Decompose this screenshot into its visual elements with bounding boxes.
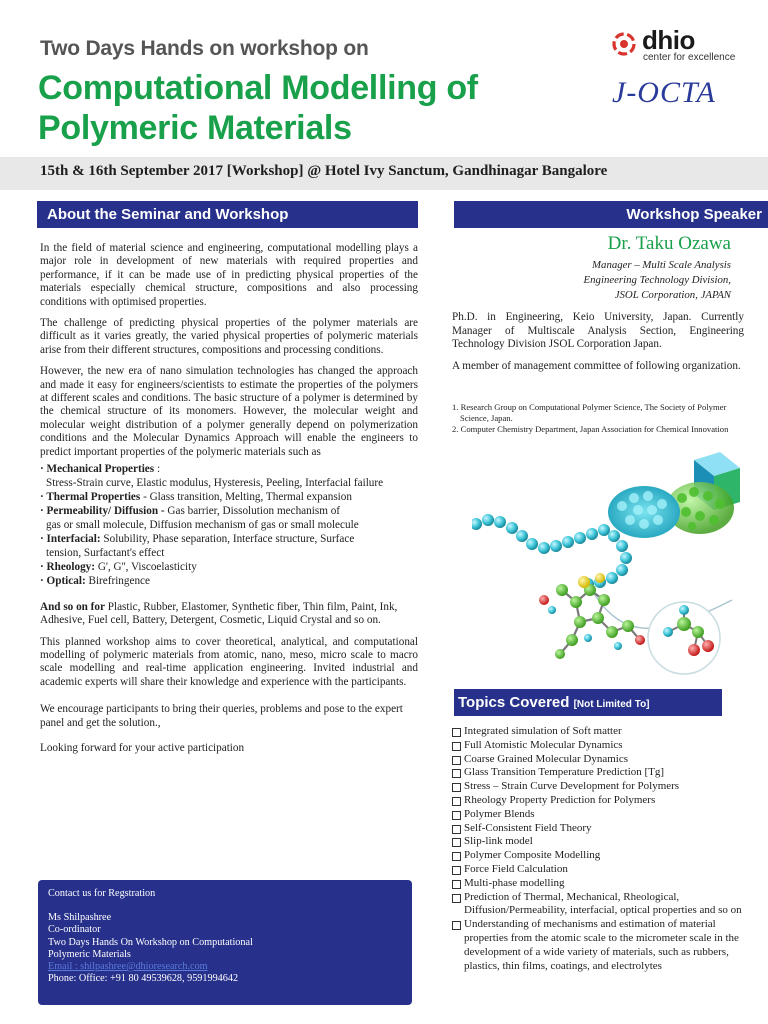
topic-item: Full Atomistic Molecular Dynamics [452,739,752,753]
property-sub: gas or small molecule, Diffusion mechanism of gas or small molecule [46,518,359,531]
about-paragraph: In the field of material science and engineering, computational modelling plays a major role in development of new materials with required properties and performance, if it can be made use of in predicting physical properties of the materials especially chemical structure, compositions and also processing conditions with optimised properties. [40,242,418,308]
property-sub: tension, Surfactant's effect [46,546,165,559]
property-item [40,505,418,532]
property-text: Solubility, Phase separation, Interface structure, Surface [103,533,355,546]
property-item [40,463,418,490]
property-item [40,491,418,504]
topic-item: Slip-link model [452,835,752,849]
contact-name: Ms Shilpashree [48,912,112,924]
speaker-affiliations [452,402,752,435]
about-paragraph-bold: And so on for [40,600,105,613]
about-paragraph: The challenge of predicting physical properties of the polymer materials are difficult as it varies greatly, the varied physical properties of polymeric materials arise from their different structures, compositions and processing conditions. [40,317,418,356]
pre-title: Two Days Hands on workshop on [40,37,369,60]
topic-item: Force Field Calculation [452,863,752,877]
about-paragraph: However, the new era of nano simulation technologies has changed the approach and made it easy for engineers/scientists to estimate the properties of the polymers at different scales and conditions. The basic structure of a polymer is determined by the chemical structure of its monomers. However, the molecular weight and molecular weight distribution of a polymer generally depend on polymerization conditions and the Molecular Dynamics Approach will enable the engineers to predict important properties of the polymeric materials such as [40,365,418,458]
molecular-illustration [472,450,754,682]
topic-item: Coarse Grained Molecular Dynamics [452,753,752,767]
dhio-logo-mark-icon [612,32,636,56]
property-label: · Interfacial: [40,533,101,546]
property-item [40,561,418,574]
topic-item: Rheology Property Prediction for Polymers [452,794,752,808]
title-line-1: Computational Modelling of [38,69,478,107]
topic-item: Polymer Composite Modelling [452,849,752,863]
topic-item: Understanding of mechanisms and estimation of material properties from the atomic scale to the micrometer scale in the development of a wide variety of materials, such as rubbers, plastics, thin films, coatings, and electrolytes [452,918,752,973]
speaker-role-line: JSOL Corporation, JAPAN [614,289,731,301]
affiliation-item: 1. Research Group on Computational Polymer Science, The Society of Polymer Science, Japan. [452,402,727,423]
affiliation-item: 2. Computer Chemistry Department, Japan Association for Chemical Innovation [452,424,729,434]
speaker-bio-paragraph: Ph.D. in Engineering, Keio University, Japan. Currently Manager of Multiscale Analysis Section, Engineering Technology Division JSOL Corporation Japan. [452,311,744,351]
title-line-2: Polymeric Materials [38,109,352,147]
property-sep: - [140,490,150,503]
topic-item: Glass Transition Temperature Prediction [Tg] [452,766,752,780]
contact-event: Polymeric Materials [48,948,131,960]
topic-item: Stress – Strain Curve Development for Polymers [452,780,752,794]
speaker-bio-paragraph: A member of management committee of following organization. [452,359,741,372]
about-paragraph: We encourage participants to bring their queries, problems and pose to the expert panel and get the solution., [40,703,403,729]
contact-phone: Phone: Office: +91 80 49539628, 9591994642 [48,973,239,985]
dhio-logo [612,25,742,64]
topic-item: Integrated simulation of Soft matter [452,725,752,739]
speaker-name: Dr. Taku Ozawa [607,233,731,254]
topic-item: Polymer Blends [452,808,752,822]
contact-event: Two Days Hands On Workshop on Computational [48,936,253,948]
page-title [38,68,478,148]
property-item [40,533,418,560]
about-heading: About the Seminar and Workshop [37,201,418,228]
about-body [40,242,418,763]
about-paragraph: This planned workshop aims to cover theoretical, analytical, and computational modelling of polymeric materials from atomic, nano, meso, micro scale to macro scale modelling and real-time application engineering. Invited industrial and academic experts will share their knowledge and experience with the participants. [40,635,418,688]
contact-role: Co-ordinator [48,924,101,936]
date-venue: 15th & 16th September 2017 [Workshop] @ Hotel Ivy Sanctum, Gandhinagar Bangalore [40,163,608,179]
property-text: Glass transition, Melting, Thermal expansion [149,490,352,503]
property-sep: : [154,463,161,476]
property-label: · Mechanical Properties [40,463,155,476]
about-paragraph: Looking forward for your active participation [40,742,245,754]
contact-email-link[interactable]: Email : shilpashree@dhioresearch.com [48,961,208,973]
property-text: G', G'', Viscoelasticity [97,560,197,573]
property-label: · Permeability/ Diffusion - [40,505,165,518]
topic-item: Multi-phase modelling [452,877,752,891]
property-sub: Stress-Strain curve, Elastic modulus, Hysteresis, Peeling, Interfacial failure [46,476,384,489]
property-list [40,463,418,589]
speaker-role [584,258,731,303]
property-label: · Rheology: [40,560,96,573]
topics-heading [454,689,722,716]
dhio-logo-name: dhio [642,25,695,55]
dhio-logo-tagline: center for excellence [643,52,736,63]
property-label: · Optical: [40,575,86,588]
property-text: Gas barrier, Dissolution mechanism of [167,505,341,518]
about-paragraph-text: Plastic, Rubber, Elastomer, Synthetic fiber, Thin film, Paint, Ink, Adhesive, Fuel cell, Battery, Detergent, Cosmetic, Liquid Crystal and so on. [40,600,398,627]
topics-list [452,725,752,973]
speaker-role-line: Manager – Multi Scale Analysis [592,259,731,271]
about-paragraph [40,601,418,628]
speaker-role-line: Engineering Technology Division, [583,274,731,286]
property-item [40,575,418,588]
speaker-heading: Workshop Speaker [454,201,768,228]
topic-item: Prediction of Thermal, Mechanical, Rheological, Diffusion/Permeability, interfacial, optical properties and so on [452,891,752,919]
contact-box [38,880,412,1005]
jocta-logo: J-OCTA [612,76,716,109]
property-text: Birefringence [88,575,150,588]
speaker-bio [452,311,744,381]
topics-heading-note: [Not Limited To] [573,699,650,710]
contact-heading: Contact us for Regstration [48,888,156,899]
property-label: · Thermal Properties [40,490,141,503]
topics-heading-label: Topics Covered [458,694,570,711]
topic-item: Self-Consistent Field Theory [452,822,752,836]
